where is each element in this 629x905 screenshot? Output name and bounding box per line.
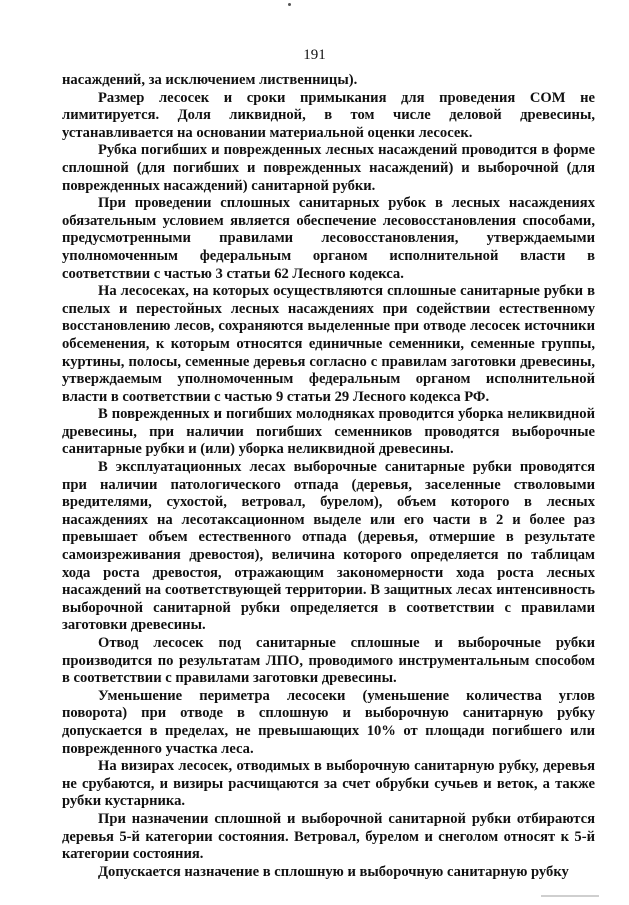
paragraph: Рубка погибших и поврежденных лесных насаждений проводится в форме сплошной (для погибших и поврежденных насаждений) и выборочной (для поврежденных насаждений) санитарной рубки. <box>62 142 595 194</box>
paragraph: В эксплуатационных лесах выборочные санитарные рубки проводятся при наличии патологического отпада (деревья, заселенные стволовыми вредителями, сухостой, ветровал, бурелом), объем которого в лесных насаждениях на лесотаксационном выделе или его части в 2 и более раз превышает объем естественного отпада (деревья, отмершие в результате самоизреживания древостоя), величина которого определяется по таблицам хода роста древостоя, отражающим закономерности хода роста лесных насаждений на соответствующей территории. В защитных лесах интенсивность выборочной санитарной рубки определяется в соответствии с правилами заготовки древесины. <box>62 459 595 634</box>
page-number: 191 <box>303 47 326 63</box>
scan-artifact-dot <box>288 3 291 6</box>
paragraph: При назначении сплошной и выборочной санитарной рубки отбираются деревья 5-й категории состояния. Ветровал, бурелом и снеголом относят к 5-й категории состояния. <box>62 810 595 863</box>
paragraph: Уменьшение периметра лесосеки (уменьшение количества углов поворота) при отводе в сплошную и выборочную санитарную рубку допускается в пределах, не превышающих 10% от площади погибшего или поврежденного участка леса. <box>62 687 595 757</box>
paragraph: При проведении сплошных санитарных рубок в лесных насаждениях обязательным условием является обеспечение лесовосстановления способами, предусмотренными правилами лесовосстановления, утверждаемыми уполномоченным федеральным органом исполнительной власти в соответствии с частью 3 статьи 62 Лесного кодекса. <box>62 195 595 282</box>
paragraph: насаждений, за исключением лиственницы). <box>62 72 358 88</box>
paragraph: Отвод лесосек под санитарные сплошные и выборочные рубки производится по результатам ЛПО, проводимого инструментальным способом в соответствии с правилами заготовки древесины. <box>62 635 595 687</box>
paragraph: На лесосеках, на которых осуществляются сплошные санитарные рубки в спелых и перестойных лесных насаждениях при содействии естественному восстановлению лесов, сохраняются выделенные при отводе лесосек источники обсеменения, к которым относятся единичные семенники, семенные группы, куртины, полосы, семенные деревья согласно с правилам заготовки древесины, утверждаемым уполномоченным федеральным органом исполнительной власти в соответствии с частью 9 статьи 29 Лесного кодекса РФ. <box>62 283 595 405</box>
scan-artifact-line <box>541 895 599 897</box>
document-body <box>62 72 595 881</box>
paragraph: В поврежденных и погибших молодняках проводится уборка неликвидной древесины, при наличии погибших семенников проводятся выборочные санитарные рубки и (или) уборка неликвидной древесины. <box>62 406 595 458</box>
paragraph: Размер лесосек и сроки примыкания для проведения СОМ не лимитируется. Доля ликвидной, в том числе деловой древесины, устанавливается на основании материальной оценки лесосек. <box>62 89 595 141</box>
paragraph: На визирах лесосек, отводимых в выборочную санитарную рубку, деревья не срубаются, и визиры расчищаются за счет обрубки сучьев и веток, а также рубки кустарника. <box>62 758 595 810</box>
paragraph: Допускается назначение в сплошную и выборочную санитарную рубку <box>98 863 569 880</box>
